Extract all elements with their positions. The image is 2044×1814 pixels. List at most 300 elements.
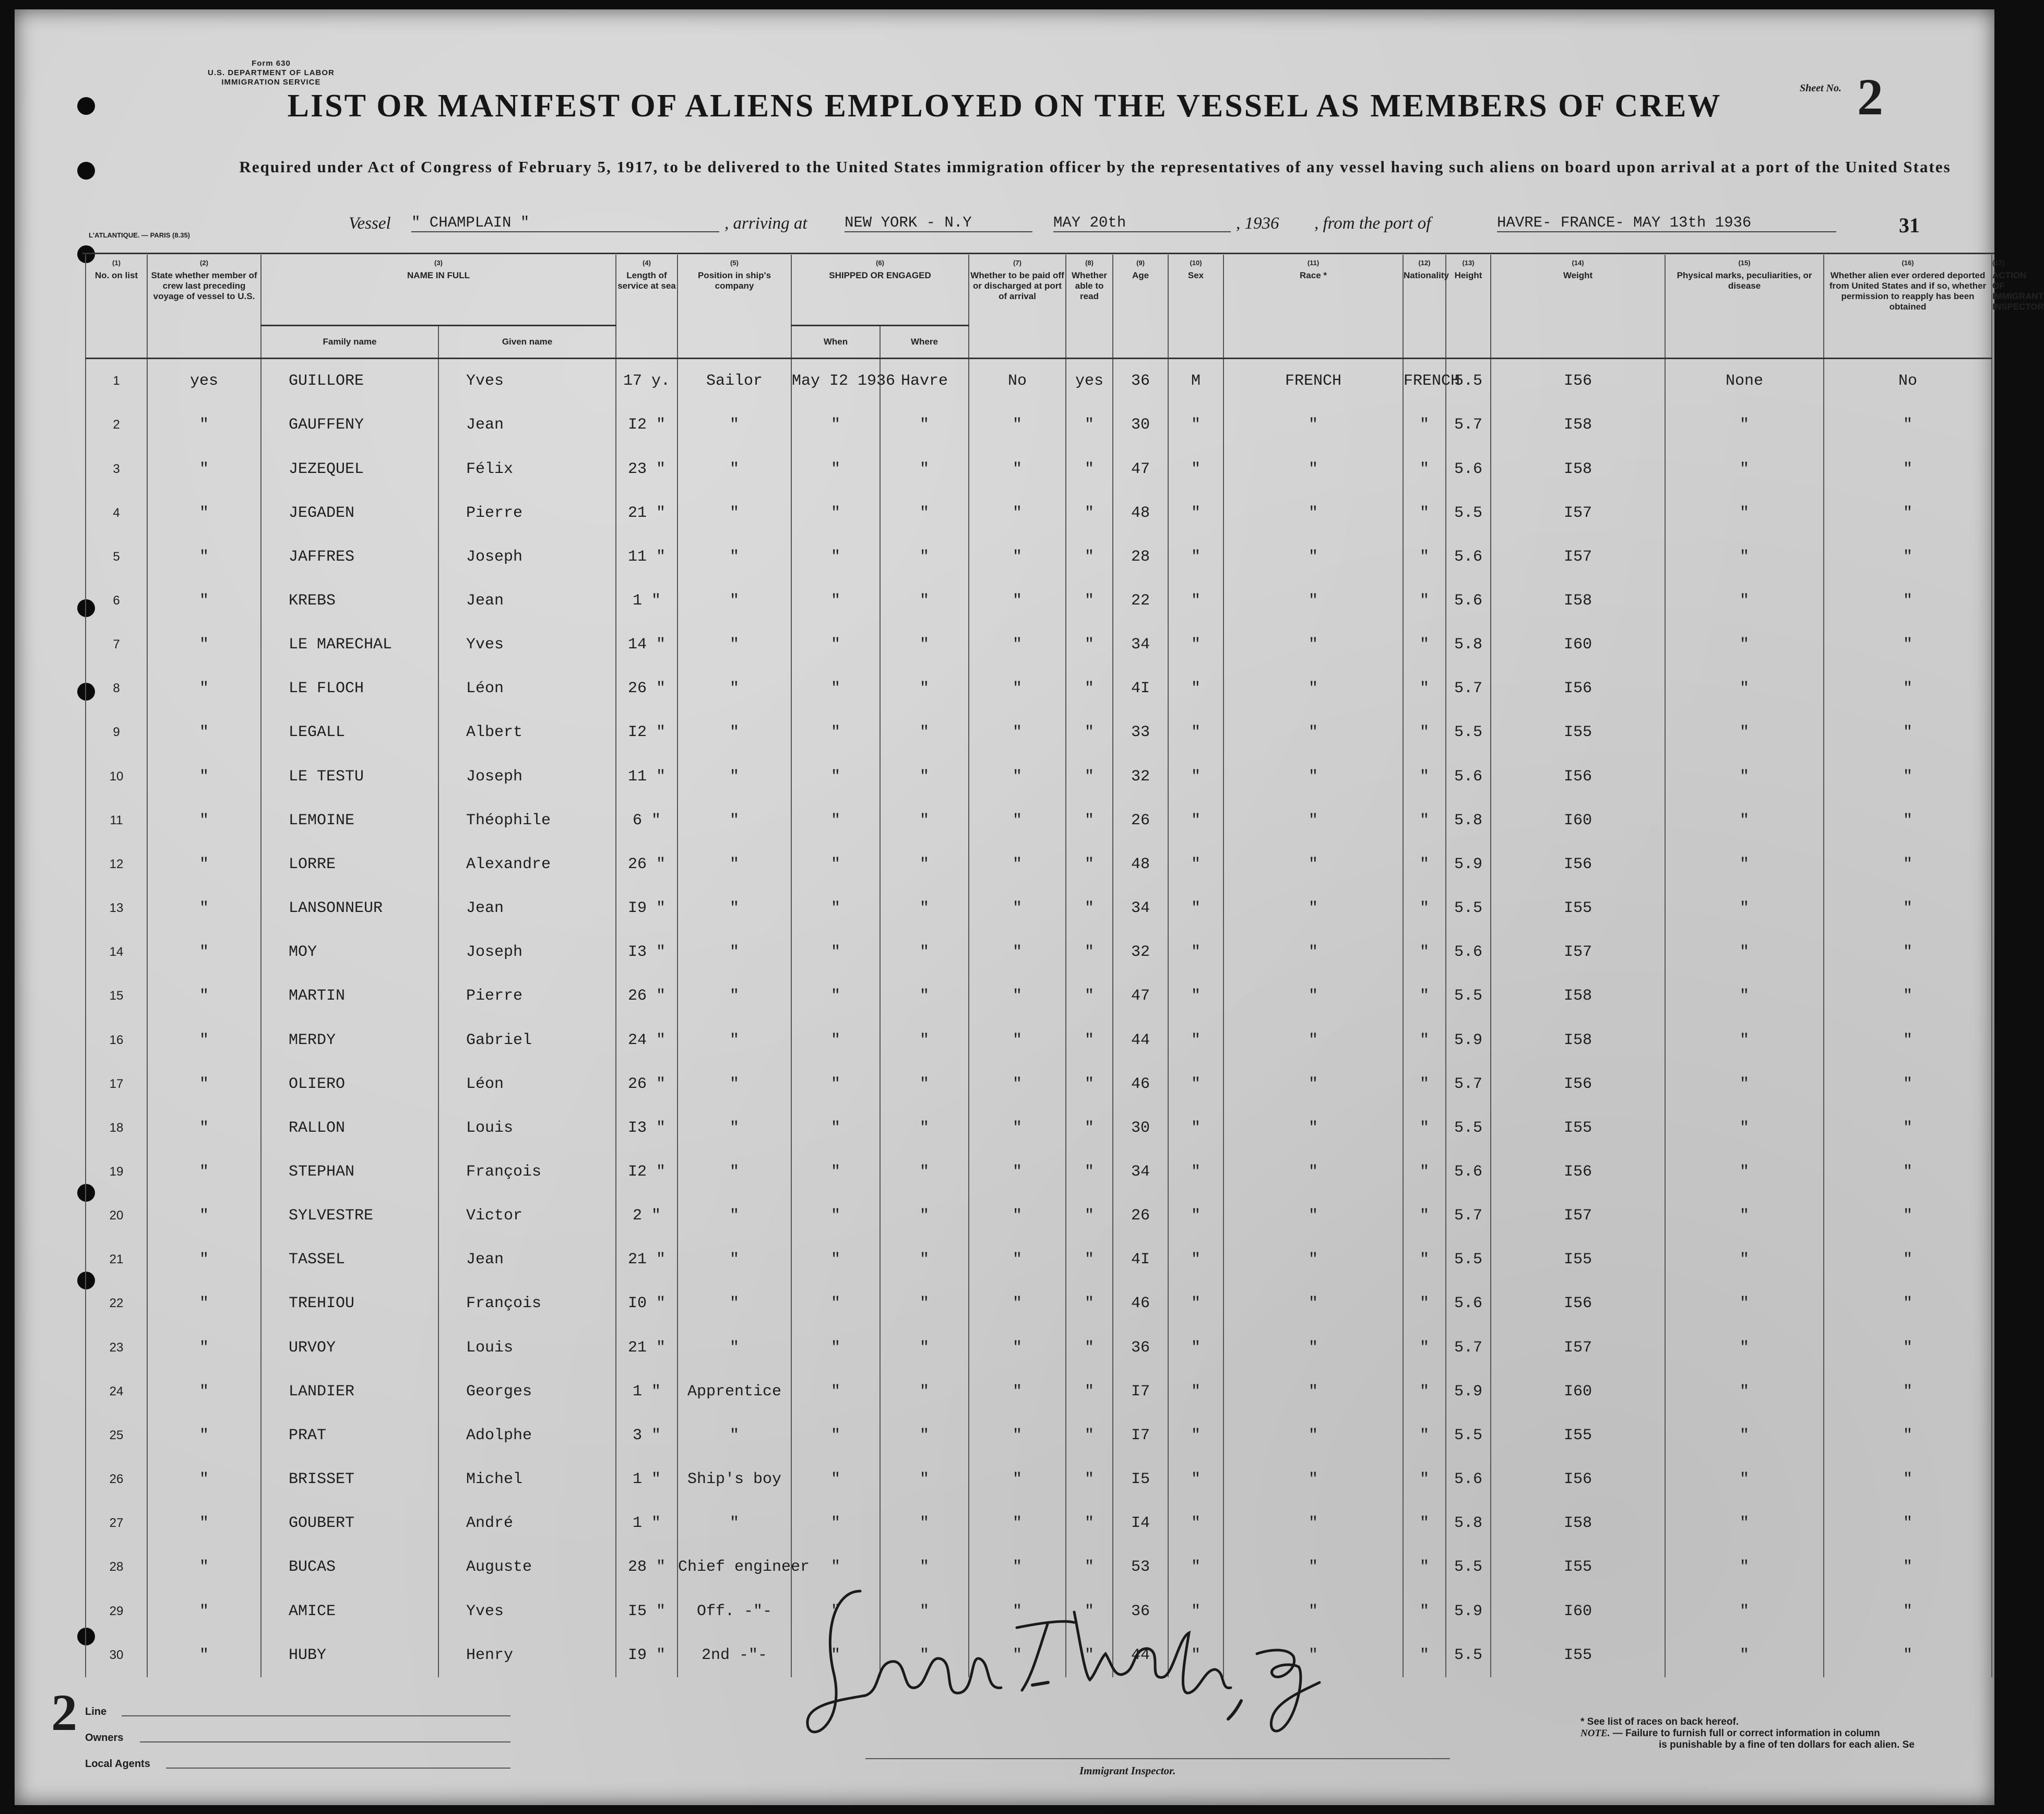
- table-row: [86, 1457, 1992, 1501]
- position-cell: Apprentice: [678, 1370, 791, 1414]
- position-cell: ": [678, 1501, 791, 1545]
- table-row: [86, 1106, 1992, 1150]
- shipped-where-cell: ": [880, 1062, 969, 1106]
- position-cell: ": [678, 1238, 791, 1282]
- given-name-cell: Joseph: [438, 930, 616, 974]
- physical-marks-cell: ": [1665, 755, 1824, 799]
- family-name-cell: MERDY: [261, 1018, 438, 1062]
- deported-cell: ": [1824, 491, 1992, 535]
- service-cell: 1 ": [616, 579, 678, 623]
- previous-voyage-cell: ": [147, 1501, 261, 1545]
- inspector-signature: [803, 1570, 1325, 1763]
- position-cell: ": [678, 843, 791, 886]
- paid-off-cell: ": [969, 974, 1066, 1018]
- height-cell: 5.9: [1446, 1370, 1491, 1414]
- position-cell: ": [678, 491, 791, 535]
- nationality-cell: ": [1403, 974, 1446, 1018]
- row-number: 15: [86, 974, 147, 1018]
- service-cell: 26 ": [616, 843, 678, 886]
- table-row: [86, 930, 1992, 974]
- race-cell: ": [1223, 1018, 1403, 1062]
- position-cell: ": [678, 447, 791, 491]
- paid-off-cell: ": [969, 1194, 1066, 1238]
- shipped-when-cell: ": [791, 623, 880, 667]
- race-cell: ": [1223, 1062, 1403, 1106]
- paid-off-cell: ": [969, 1282, 1066, 1325]
- manifest-sheet: [15, 9, 2044, 1805]
- previous-voyage-cell: ": [147, 1326, 261, 1370]
- given-name-cell: Pierre: [438, 491, 616, 535]
- shipped-when-cell: ": [791, 843, 880, 886]
- given-name-cell: Auguste: [438, 1545, 616, 1589]
- nationality-cell: ": [1403, 799, 1446, 843]
- paid-off-cell: ": [969, 1501, 1066, 1545]
- deported-cell: ": [1824, 1545, 1992, 1589]
- height-cell: 5.5: [1446, 1238, 1491, 1282]
- physical-marks-cell: ": [1665, 623, 1824, 667]
- paid-off-cell: ": [969, 1457, 1066, 1501]
- sex-cell: ": [1168, 1414, 1223, 1457]
- vessel-value: " CHAMPLAIN ": [411, 214, 719, 232]
- sex-cell: ": [1168, 1370, 1223, 1414]
- race-cell: ": [1223, 1326, 1403, 1370]
- able-to-read-cell: ": [1066, 1150, 1113, 1194]
- race-cell: ": [1223, 886, 1403, 930]
- physical-marks-cell: ": [1665, 1150, 1824, 1194]
- paid-off-cell: ": [969, 755, 1066, 799]
- nationality-cell: ": [1403, 710, 1446, 754]
- given-name-cell: Pierre: [438, 974, 616, 1018]
- age-cell: I4: [1113, 1501, 1168, 1545]
- family-name-cell: KREBS: [261, 579, 438, 623]
- paid-off-cell: ": [969, 579, 1066, 623]
- sex-cell: ": [1168, 799, 1223, 843]
- given-name-cell: Léon: [438, 1062, 616, 1106]
- previous-voyage-cell: ": [147, 1018, 261, 1062]
- shipped-where-cell: ": [880, 535, 969, 579]
- service-cell: 28 ": [616, 1545, 678, 1589]
- shipped-where-cell: ": [880, 667, 969, 710]
- deported-cell: ": [1824, 886, 1992, 930]
- shipped-when-cell: ": [791, 1545, 880, 1589]
- race-cell: ": [1223, 1106, 1403, 1150]
- race-cell: ": [1223, 1282, 1403, 1325]
- height-cell: 5.9: [1446, 1018, 1491, 1062]
- sex-cell: ": [1168, 843, 1223, 886]
- weight-cell: I55: [1491, 886, 1665, 930]
- col-header-given-name: Given name: [438, 326, 616, 359]
- sex-cell: ": [1168, 1326, 1223, 1370]
- service-cell: 24 ": [616, 1018, 678, 1062]
- paid-off-cell: ": [969, 623, 1066, 667]
- sheet-mark: 2: [51, 1683, 77, 1741]
- weight-cell: I56: [1491, 667, 1665, 710]
- shipped-when-cell: ": [791, 1633, 880, 1677]
- given-name-cell: Yves: [438, 623, 616, 667]
- height-cell: 5.5: [1446, 1545, 1491, 1589]
- service-cell: 21 ": [616, 1238, 678, 1282]
- deported-cell: ": [1824, 799, 1992, 843]
- form-info: [208, 59, 335, 87]
- table-row: [86, 623, 1992, 667]
- given-name-cell: Georges: [438, 1370, 616, 1414]
- paid-off-cell: ": [969, 447, 1066, 491]
- previous-voyage-cell: ": [147, 403, 261, 447]
- height-cell: 5.8: [1446, 799, 1491, 843]
- physical-marks-cell: ": [1665, 1545, 1824, 1589]
- shipped-where-cell: ": [880, 1106, 969, 1150]
- previous-voyage-cell: ": [147, 1457, 261, 1501]
- paid-off-cell: No: [969, 359, 1066, 404]
- sex-cell: ": [1168, 710, 1223, 754]
- given-name-cell: Jean: [438, 886, 616, 930]
- position-cell: ": [678, 974, 791, 1018]
- able-to-read-cell: yes: [1066, 359, 1113, 404]
- able-to-read-cell: ": [1066, 1589, 1113, 1633]
- race-cell: ": [1223, 1545, 1403, 1589]
- previous-voyage-cell: ": [147, 447, 261, 491]
- row-number: 25: [86, 1414, 147, 1457]
- shipped-where-cell: ": [880, 1150, 969, 1194]
- physical-marks-cell: ": [1665, 1457, 1824, 1501]
- weight-cell: I58: [1491, 974, 1665, 1018]
- service-cell: 26 ": [616, 1062, 678, 1106]
- weight-cell: I55: [1491, 1414, 1665, 1457]
- shipped-when-cell: ": [791, 447, 880, 491]
- age-cell: 48: [1113, 843, 1168, 886]
- family-name-cell: GOUBERT: [261, 1501, 438, 1545]
- family-name-cell: STEPHAN: [261, 1150, 438, 1194]
- from-port-value: HAVRE- FRANCE- MAY 13th 1936: [1497, 214, 1836, 232]
- sex-cell: ": [1168, 535, 1223, 579]
- deported-cell: ": [1824, 1194, 1992, 1238]
- paid-off-cell: ": [969, 1326, 1066, 1370]
- physical-marks-cell: ": [1665, 799, 1824, 843]
- previous-voyage-cell: ": [147, 667, 261, 710]
- col-header-when: When: [791, 326, 880, 359]
- shipped-where-cell: ": [880, 491, 969, 535]
- paid-off-cell: ": [969, 799, 1066, 843]
- table-row: [86, 1150, 1992, 1194]
- position-cell: ": [678, 799, 791, 843]
- physical-marks-cell: ": [1665, 1589, 1824, 1633]
- race-cell: ": [1223, 799, 1403, 843]
- able-to-read-cell: ": [1066, 1106, 1113, 1150]
- nationality-cell: ": [1403, 1194, 1446, 1238]
- shipped-when-cell: ": [791, 1062, 880, 1106]
- row-number: 22: [86, 1282, 147, 1325]
- given-name-cell: Félix: [438, 447, 616, 491]
- table-row: [86, 535, 1992, 579]
- shipped-when-cell: ": [791, 1018, 880, 1062]
- service-cell: 1 ": [616, 1501, 678, 1545]
- col-header-where: Where: [880, 326, 969, 359]
- able-to-read-cell: ": [1066, 1633, 1113, 1677]
- able-to-read-cell: ": [1066, 447, 1113, 491]
- nationality-cell: ": [1403, 667, 1446, 710]
- able-to-read-cell: ": [1066, 1457, 1113, 1501]
- paid-off-cell: ": [969, 930, 1066, 974]
- shipped-when-cell: ": [791, 1589, 880, 1633]
- sex-cell: ": [1168, 1018, 1223, 1062]
- table-row: [86, 843, 1992, 886]
- form-number: Form 630: [252, 59, 291, 68]
- shipped-when-cell: ": [791, 1282, 880, 1325]
- height-cell: 5.7: [1446, 403, 1491, 447]
- deported-cell: ": [1824, 710, 1992, 754]
- nationality-cell: ": [1403, 579, 1446, 623]
- physical-marks-cell: ": [1665, 1370, 1824, 1414]
- able-to-read-cell: ": [1066, 1414, 1113, 1457]
- able-to-read-cell: ": [1066, 755, 1113, 799]
- nationality-cell: ": [1403, 1589, 1446, 1633]
- nationality-cell: ": [1403, 447, 1446, 491]
- paid-off-cell: ": [969, 710, 1066, 754]
- shipped-where-cell: ": [880, 930, 969, 974]
- weight-cell: I56: [1491, 1062, 1665, 1106]
- service-cell: I0 ": [616, 1282, 678, 1325]
- weight-cell: I55: [1491, 1238, 1665, 1282]
- shipped-where-cell: Havre: [880, 359, 969, 404]
- physical-marks-cell: ": [1665, 1194, 1824, 1238]
- age-cell: 47: [1113, 974, 1168, 1018]
- shipped-where-cell: ": [880, 403, 969, 447]
- age-cell: 4I: [1113, 667, 1168, 710]
- deported-cell: ": [1824, 930, 1992, 974]
- service-cell: I2 ": [616, 710, 678, 754]
- able-to-read-cell: ": [1066, 1062, 1113, 1106]
- weight-cell: I57: [1491, 1326, 1665, 1370]
- paid-off-cell: ": [969, 491, 1066, 535]
- weight-cell: I58: [1491, 1501, 1665, 1545]
- sex-cell: ": [1168, 1194, 1223, 1238]
- paid-off-cell: ": [969, 1589, 1066, 1633]
- note-races: * See list of races on back hereof.: [1580, 1716, 1739, 1727]
- age-cell: 47: [1113, 447, 1168, 491]
- height-cell: 5.6: [1446, 447, 1491, 491]
- physical-marks-cell: None: [1665, 359, 1824, 404]
- race-cell: ": [1223, 1633, 1403, 1677]
- race-cell: ": [1223, 843, 1403, 886]
- table-row: [86, 403, 1992, 447]
- physical-marks-cell: ": [1665, 1282, 1824, 1325]
- shipped-when-cell: ": [791, 403, 880, 447]
- given-name-cell: Michel: [438, 1457, 616, 1501]
- age-cell: 34: [1113, 623, 1168, 667]
- row-number: 18: [86, 1106, 147, 1150]
- deported-cell: ": [1824, 1282, 1992, 1325]
- family-name-cell: AMICE: [261, 1589, 438, 1633]
- service-cell: 17 y.: [616, 359, 678, 404]
- nationality-cell: ": [1403, 1282, 1446, 1325]
- age-cell: 22: [1113, 579, 1168, 623]
- given-name-cell: Alexandre: [438, 843, 616, 886]
- able-to-read-cell: ": [1066, 403, 1113, 447]
- row-number: 7: [86, 623, 147, 667]
- position-cell: ": [678, 535, 791, 579]
- weight-cell: I58: [1491, 447, 1665, 491]
- table-row: [86, 755, 1992, 799]
- paid-off-cell: ": [969, 1633, 1066, 1677]
- race-cell: ": [1223, 447, 1403, 491]
- shipped-when-cell: May I2 1936: [791, 359, 880, 404]
- able-to-read-cell: ": [1066, 1370, 1113, 1414]
- physical-marks-cell: ": [1665, 1326, 1824, 1370]
- row-number: 28: [86, 1545, 147, 1589]
- weight-cell: I58: [1491, 1018, 1665, 1062]
- age-cell: 33: [1113, 710, 1168, 754]
- row-number: 13: [86, 886, 147, 930]
- physical-marks-cell: ": [1665, 1633, 1824, 1677]
- shipped-where-cell: ": [880, 1018, 969, 1062]
- physical-marks-cell: ": [1665, 843, 1824, 886]
- local-agents-label: Local Agents: [85, 1758, 150, 1770]
- shipped-where-cell: ": [880, 1457, 969, 1501]
- family-name-cell: LORRE: [261, 843, 438, 886]
- shipped-when-cell: ": [791, 491, 880, 535]
- sex-cell: ": [1168, 1282, 1223, 1325]
- deported-cell: ": [1824, 1018, 1992, 1062]
- position-cell: Chief engineer: [678, 1545, 791, 1589]
- table-row: [86, 1018, 1992, 1062]
- service-cell: I3 ": [616, 930, 678, 974]
- service-cell: 11 ": [616, 535, 678, 579]
- weight-cell: I55: [1491, 1633, 1665, 1677]
- physical-marks-cell: ": [1665, 1106, 1824, 1150]
- able-to-read-cell: ": [1066, 667, 1113, 710]
- shipped-when-cell: ": [791, 1414, 880, 1457]
- race-cell: ": [1223, 710, 1403, 754]
- deported-cell: ": [1824, 1457, 1992, 1501]
- previous-voyage-cell: ": [147, 799, 261, 843]
- shipped-where-cell: ": [880, 886, 969, 930]
- binder-hole: [77, 162, 95, 180]
- note-label: NOTE.: [1580, 1728, 1610, 1739]
- shipped-where-cell: ": [880, 579, 969, 623]
- weight-cell: I58: [1491, 579, 1665, 623]
- row-number: 10: [86, 755, 147, 799]
- nationality-cell: ": [1403, 1457, 1446, 1501]
- form-department: U.S. DEPARTMENT OF LABOR: [208, 68, 335, 77]
- shipped-where-cell: ": [880, 447, 969, 491]
- family-name-cell: MARTIN: [261, 974, 438, 1018]
- arrival-date-value: MAY 20th: [1053, 214, 1231, 232]
- able-to-read-cell: ": [1066, 535, 1113, 579]
- sex-cell: ": [1168, 667, 1223, 710]
- previous-voyage-cell: ": [147, 843, 261, 886]
- col-header-sex: (10) Sex: [1168, 255, 1223, 359]
- race-cell: ": [1223, 1194, 1403, 1238]
- paid-off-cell: ": [969, 403, 1066, 447]
- family-name-cell: JAFFRES: [261, 535, 438, 579]
- age-cell: 36: [1113, 359, 1168, 404]
- owners-field: [140, 1741, 510, 1742]
- height-cell: 5.9: [1446, 843, 1491, 886]
- inspector-label: Immigrant Inspector.: [1079, 1764, 1176, 1777]
- previous-voyage-cell: ": [147, 491, 261, 535]
- table-row: [86, 1238, 1992, 1282]
- sex-cell: ": [1168, 1457, 1223, 1501]
- shipped-when-cell: ": [791, 755, 880, 799]
- from-port-label: , from the port of: [1314, 214, 1431, 233]
- nationality-cell: ": [1403, 1414, 1446, 1457]
- nationality-cell: ": [1403, 1633, 1446, 1677]
- given-name-cell: Joseph: [438, 755, 616, 799]
- age-cell: 4I: [1113, 1238, 1168, 1282]
- family-name-cell: BRISSET: [261, 1457, 438, 1501]
- table-row: [86, 1194, 1992, 1238]
- shipped-when-cell: ": [791, 1326, 880, 1370]
- race-cell: ": [1223, 755, 1403, 799]
- shipped-when-cell: ": [791, 1501, 880, 1545]
- service-cell: 14 ": [616, 623, 678, 667]
- deported-cell: ": [1824, 535, 1992, 579]
- family-name-cell: LE TESTU: [261, 755, 438, 799]
- weight-cell: I60: [1491, 799, 1665, 843]
- weight-cell: I60: [1491, 1370, 1665, 1414]
- age-cell: I7: [1113, 1414, 1168, 1457]
- col-header-position: (5) Position in ship's company: [678, 255, 791, 359]
- paid-off-cell: ": [969, 1545, 1066, 1589]
- able-to-read-cell: ": [1066, 886, 1113, 930]
- race-cell: ": [1223, 491, 1403, 535]
- sex-cell: M: [1168, 359, 1223, 404]
- row-number: 4: [86, 491, 147, 535]
- height-cell: 5.5: [1446, 1414, 1491, 1457]
- position-cell: ": [678, 710, 791, 754]
- service-cell: 1 ": [616, 1370, 678, 1414]
- given-name-cell: Yves: [438, 1589, 616, 1633]
- age-cell: 30: [1113, 1106, 1168, 1150]
- previous-voyage-cell: ": [147, 930, 261, 974]
- position-cell: 2nd -"-: [678, 1633, 791, 1677]
- race-cell: ": [1223, 1457, 1403, 1501]
- family-name-cell: GUILLORE: [261, 359, 438, 404]
- position-cell: ": [678, 886, 791, 930]
- weight-cell: I56: [1491, 1457, 1665, 1501]
- table-row: [86, 1370, 1992, 1414]
- nationality-cell: ": [1403, 491, 1446, 535]
- footer-note: [1580, 1716, 1915, 1751]
- shipped-when-cell: ": [791, 710, 880, 754]
- position-cell: ": [678, 1106, 791, 1150]
- table-row: [86, 1326, 1992, 1370]
- row-number: 17: [86, 1062, 147, 1106]
- form-service: IMMIGRATION SERVICE: [221, 78, 321, 87]
- able-to-read-cell: ": [1066, 1501, 1113, 1545]
- service-cell: 26 ": [616, 667, 678, 710]
- weight-cell: I56: [1491, 1150, 1665, 1194]
- physical-marks-cell: ": [1665, 667, 1824, 710]
- paid-off-cell: ": [969, 535, 1066, 579]
- service-cell: 23 ": [616, 447, 678, 491]
- physical-marks-cell: ": [1665, 886, 1824, 930]
- position-cell: Sailor: [678, 359, 791, 404]
- age-cell: 53: [1113, 1545, 1168, 1589]
- race-cell: FRENCH: [1223, 359, 1403, 404]
- previous-voyage-cell: ": [147, 623, 261, 667]
- able-to-read-cell: ": [1066, 843, 1113, 886]
- physical-marks-cell: ": [1665, 1062, 1824, 1106]
- deported-cell: ": [1824, 755, 1992, 799]
- height-cell: 5.5: [1446, 710, 1491, 754]
- service-cell: 21 ": [616, 1326, 678, 1370]
- row-number: 2: [86, 403, 147, 447]
- able-to-read-cell: ": [1066, 930, 1113, 974]
- given-name-cell: François: [438, 1150, 616, 1194]
- race-cell: ": [1223, 535, 1403, 579]
- able-to-read-cell: ": [1066, 1326, 1113, 1370]
